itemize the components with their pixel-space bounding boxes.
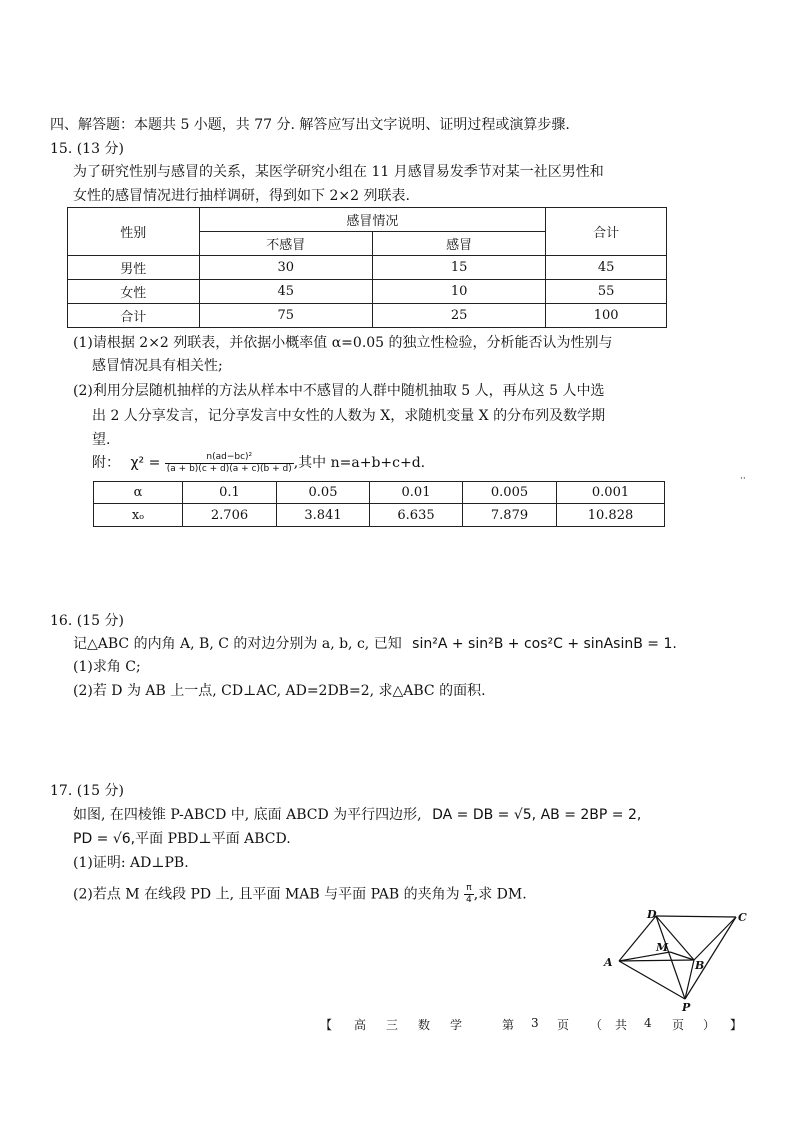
footer-char: 页 — [557, 1018, 570, 1032]
q16-stem-text: 记△ABC 的内角 A, B, C 的对边分别为 a, b, c, 已知 — [73, 636, 402, 652]
cell-cold: 10 — [372, 280, 545, 304]
q15-intro-2: 女性的感冒情况进行抽样调研，得到如下 2×2 列联表. — [73, 188, 410, 204]
q16-part1: (1)求角 C; — [73, 659, 141, 675]
row-label: 男性 — [68, 256, 200, 280]
footer-char: 页 — [672, 1018, 685, 1032]
q17-stem-text: 如图, 在四棱锥 P-ABCD 中, 底面 ABCD 为平行四边形, — [73, 807, 422, 823]
stray-mark: ·· — [740, 474, 746, 484]
edge-DP — [656, 916, 685, 999]
q15-intro-1: 为了研究性别与感冒的关系，某医学研究小组在 11 月感冒易发季节对某一社区男性和 — [73, 164, 604, 180]
q17-part1: (1)证明: AD⊥PB. — [73, 855, 189, 871]
formula-denominator: (a + b)(c + d)(a + c)(b + d) — [166, 463, 292, 474]
formula-tail: ,其中 n=a+b+c+d. — [293, 455, 426, 471]
label-B: B — [695, 959, 705, 972]
angle-fraction — [464, 883, 474, 906]
cell-no-cold: 30 — [199, 256, 372, 280]
q16-equation: sin²A + sin²B + cos²C + sinAsinB = 1. — [412, 636, 677, 652]
edge-AB — [619, 960, 694, 961]
edge-BP — [685, 960, 694, 999]
formula-numerator: n(ad−bc)² — [165, 452, 294, 464]
table-head-no-cold: 不感冒 — [199, 232, 372, 256]
footer-page-number: 3 — [531, 1016, 539, 1030]
critical-value-label: xₒ — [94, 504, 183, 527]
q17-number: 17. (15 分) — [50, 783, 124, 799]
cell-cold: 15 — [372, 256, 545, 280]
q15-part2-line3: 望. — [92, 432, 111, 448]
q17-stem-line1 — [73, 805, 641, 825]
footer-total-pages: 4 — [644, 1016, 652, 1030]
table-head-cold: 感冒 — [372, 232, 545, 256]
cell-total: 100 — [546, 304, 667, 328]
section-header: 四、解答题：本题共 5 小题，共 77 分. 解答应写出文字说明、证明过程或演算步骤. — [50, 117, 570, 133]
edge-DC — [656, 916, 736, 917]
footer-close-bracket: 】 — [730, 1018, 743, 1032]
label-M: M — [656, 941, 669, 954]
q15-part1-line2: 感冒情况具有相关性; — [92, 358, 223, 374]
angle-denominator: 4 — [466, 895, 472, 905]
table-head-total: 合计 — [546, 208, 667, 256]
critical-value-cell: 10.828 — [557, 504, 665, 527]
critical-value-cell: 6.635 — [370, 504, 463, 527]
cell-no-cold: 45 — [199, 280, 372, 304]
contingency-table — [67, 207, 667, 328]
cell-total: 45 — [546, 256, 667, 280]
alpha-cell: 0.01 — [370, 482, 463, 504]
footer-open-bracket: 【 — [320, 1018, 333, 1032]
q16-part2: (2)若 D 为 AB 上一点, CD⊥AC, AD=2DB=2, 求△ABC 的面积. — [73, 683, 486, 699]
table-row — [68, 280, 667, 304]
q17-part2-text: (2)若点 M 在线段 PD 上, 且平面 MAB 与平面 PAB 的夹角为 — [73, 886, 460, 903]
table-row — [68, 304, 667, 328]
q17-part2 — [73, 883, 527, 906]
q15-part2-line2: 出 2 人分享发言，记分享发言中女性的人数为 X，求随机变量 X 的分布列及数学期 — [92, 408, 606, 424]
footer-char: 三 — [386, 1018, 399, 1032]
footer-char: 高 — [354, 1018, 367, 1032]
alpha-cell: 0.05 — [277, 482, 370, 504]
critical-value-row — [94, 504, 665, 527]
chi-square-formula — [92, 449, 425, 477]
q17-stem-math-2: PD = √6, — [73, 831, 136, 847]
q17-stem-text-2: 平面 PBD⊥平面 ABCD. — [135, 831, 291, 847]
row-label: 女性 — [68, 280, 200, 304]
critical-value-table — [93, 481, 665, 527]
critical-value-cell: 2.706 — [183, 504, 277, 527]
q17-stem-line2 — [73, 829, 291, 849]
footer-char: ） — [703, 1018, 716, 1032]
edge-AP — [619, 961, 685, 999]
formula-fraction — [165, 452, 294, 475]
footer-char: 学 — [450, 1018, 463, 1032]
alpha-cell: 0.001 — [557, 482, 665, 504]
label-C: C — [738, 911, 747, 924]
table-head-gender: 性别 — [68, 208, 200, 256]
alpha-cell: 0.005 — [463, 482, 557, 504]
q17-part2-tail: ,求 DM. — [473, 886, 527, 903]
alpha-row — [94, 482, 665, 504]
appendix-label: 附： — [92, 455, 120, 471]
label-A: A — [604, 956, 613, 969]
label-P: P — [682, 1001, 691, 1012]
critical-value-cell: 7.879 — [463, 504, 557, 527]
footer-char: （ — [590, 1018, 603, 1032]
cell-total: 55 — [546, 280, 667, 304]
pyramid-figure — [598, 906, 750, 1012]
footer-char: 数 — [418, 1018, 431, 1032]
row-label: 合计 — [68, 304, 200, 328]
table-row — [68, 256, 667, 280]
q15-part1-line1: (1)请根据 2×2 列联表，并依据小概率值 α=0.05 的独立性检验，分析能否认为性别与 — [73, 335, 613, 351]
critical-value-cell: 3.841 — [277, 504, 370, 527]
angle-numerator: π — [464, 883, 474, 895]
q16-number: 16. (15 分) — [50, 613, 124, 629]
label-D: D — [647, 908, 657, 921]
cell-no-cold: 75 — [199, 304, 372, 328]
formula-lhs: χ² = — [130, 455, 161, 471]
table-head-cold-status: 感冒情况 — [199, 208, 546, 232]
q16-stem — [73, 634, 677, 654]
alpha-label: α — [94, 482, 183, 504]
alpha-cell: 0.1 — [183, 482, 277, 504]
edge-AD — [619, 916, 656, 961]
footer-char: 共 — [615, 1018, 628, 1032]
q15-part2-line1: (2)利用分层随机抽样的方法从样本中不感冒的人群中随机抽取 5 人，再从这 5 人中选 — [73, 383, 605, 399]
q17-stem-math: DA = DB = √5, AB = 2BP = 2, — [432, 807, 642, 823]
footer-char: 第 — [502, 1018, 515, 1032]
edge-BC — [694, 917, 736, 960]
cell-cold: 25 — [372, 304, 545, 328]
q15-number: 15. (13 分) — [50, 141, 124, 157]
